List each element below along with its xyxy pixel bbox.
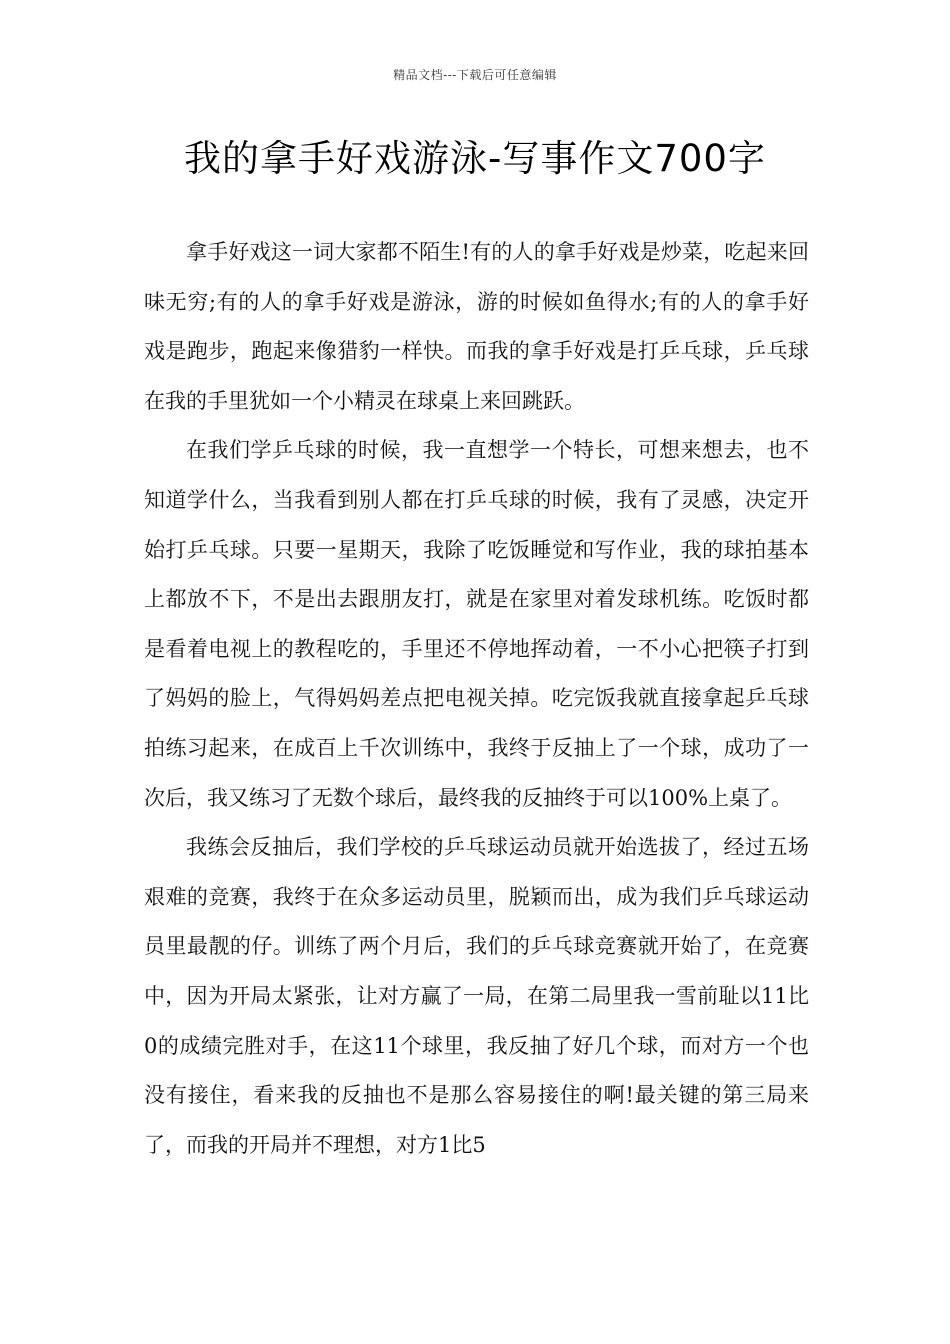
document-title: 我的拿手好戏游泳-写事作文700字 — [184, 137, 766, 180]
paragraph-2: 在我们学乒乓球的时候，我一直想学一个特长，可想来想去，也不知道学什么，当我看到别人都在打乒乓球的时候，我有了灵感，决定开始打乒乓球。只要一星期天，我除了吃饭睡觉和写作业，我的球拍基本上都放不下，不是出去跟朋友打，就是在家里对着发球机练。吃饭时都是看着电视上的教程吃的，手里还不停地挥动着，一不小心把筷子打到了妈妈的脸上，气得妈妈差点把电视关掉。吃完饭我就直接拿起乒乓球拍练习起来，在成百上千次训练中，我终于反抽上了一个球，成功了一次后，我又练习了无数个球后，最终我的反抽终于可以100%上桌了。 — [144, 438, 809, 810]
paragraph-1: 拿手好戏这一词大家都不陌生!有的人的拿手好戏是炒菜，吃起来回味无穷;有的人的拿手好戏是游泳，游的时候如鱼得水;有的人的拿手好戏是跑步，跑起来像猎豹一样快。而我的拿手好戏是打乒乓球，乒乓球在我的手里犹如一个小精灵在球桌上来回跳跃。 — [144, 240, 809, 413]
document-body — [144, 228, 809, 1170]
header-note: 精品文档---下载后可任意编辑 — [393, 68, 557, 82]
paragraph-3: 我练会反抽后，我们学校的乒乓球运动员就开始选拔了，经过五场艰难的竞赛，我终于在众多运动员里，脱颖而出，成为我们乒乓球运动员里最靓的仔。训练了两个月后，我们的乒乓球竞赛就开始了，在竞赛中，因为开局太紧张，让对方赢了一局，在第二局里我一雪前耻以11比0的成绩完胜对手，在这11个球里，我反抽了好几个球，而对方一个也没有接住，看来我的反抽也不是那么容易接住的啊!最关键的第三局来了，而我的开局并不理想，对方1比5 — [144, 835, 809, 1157]
